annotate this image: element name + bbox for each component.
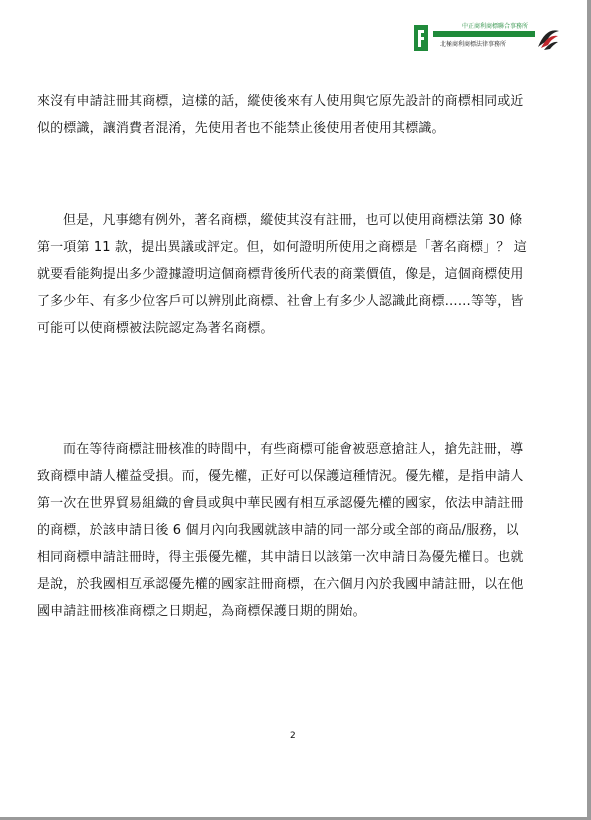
paragraph-line: 致商標申請人權益受損。而，優先權，正好可以保護這種情況。優先權，是指申請人	[37, 469, 524, 484]
paragraph-line: 第一項第 11 款，提出異議或評定。但，如何證明所使用之商標是「著名商標」？ 這	[37, 240, 527, 255]
logo-line1: 中正商利商標聯合事務所	[462, 23, 529, 30]
paragraph-line: 而在等待商標註冊核准的時間中，有些商標可能會被惡意搶註人，搶先註冊，導	[63, 442, 524, 457]
paragraph-line: 第一次在世界貿易組織的會員或與中華民國有相互承認優先權的國家，依法申請註冊	[37, 496, 524, 511]
paragraph-line: 國申請註冊核准商標之日期起，為商標保護日期的開始。	[37, 604, 366, 619]
paragraph-3	[37, 436, 553, 625]
paragraph-line: 了多少年、有多少位客戶可以辨別此商標、社會上有多少人認識此商標……等等，皆	[37, 294, 524, 309]
paragraph-line: 就要看能夠提出多少證據證明這個商標背後所代表的商業價值，像是，這個商標使用	[37, 267, 524, 282]
paragraph-line: 似的標識，讓消費者混淆，先使用者也不能禁止後使用者使用其標識。	[37, 121, 445, 136]
paragraph-1	[37, 88, 553, 142]
logo-line2: 北極商利商標法律事務所	[440, 41, 507, 48]
paragraph-line: 但是，凡事總有例外，著名商標，縱使其沒有註冊，也可以使用商標法第 30 條	[63, 213, 523, 228]
paragraph-line: 的商標，於該申請日後 6 個月內向我國就該申請的同一部分或全部的商品/服務，以	[37, 523, 519, 538]
paragraph-line: 是說，於我國相互承認優先權的國家註冊商標，在六個月內於我國申請註冊，以在他	[37, 577, 524, 592]
page-border-right	[587, 0, 591, 820]
paragraph-line: 可能可以使商標被法院認定為著名商標。	[37, 321, 274, 336]
paragraph-2	[37, 207, 553, 342]
page-number: 2	[290, 731, 296, 741]
firm-logo	[414, 21, 560, 57]
paragraph-line: 來沒有申請註冊其商標，這樣的話，縱使後來有人使用與它原先設計的商標相同或近	[37, 94, 524, 109]
paragraph-line: 相同商標申請註冊時，得主張優先權，其申請日以該第一次申請日為優先權日。也就	[37, 550, 524, 565]
